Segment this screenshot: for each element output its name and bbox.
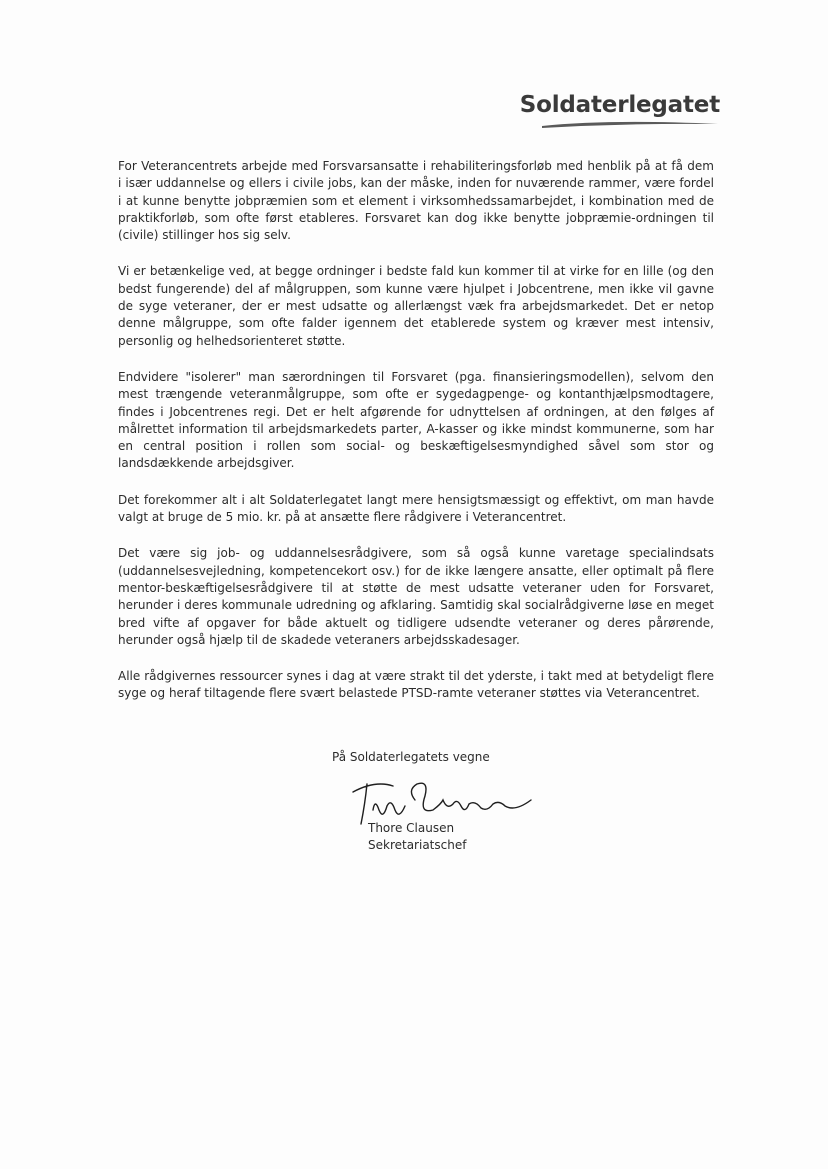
logo-swoosh-icon: [540, 117, 720, 131]
organization-logo: Soldaterlegatet: [519, 92, 720, 118]
paragraph-6: Alle rådgivernes ressourcer synes i dag at være strakt til det yderste, i takt med at betydeligt flere syge og heraf tiltagende flere svært belastede PTSD-ramte veteraner støttes via Veterancentret.: [118, 669, 714, 701]
paragraph-4: Det forekommer alt i alt Soldaterlegatet langt mere hensigtsmæssigt og effektivt, om man havde valgt at bruge de 5 mio. kr. på at ansætte flere rådgivere i Veterancentret.: [118, 492, 714, 525]
paragraph-5: Det være sig job- og uddannelsesrådgivere, som så også kunne varetage specialindsats (uddannelsesvejledning, kompetencekort osv.) for de ikke længere ansatte, eller optimalt på flere mentor-beskæftigelsesrådgivere til at støtte de mest udsatte veteraner uden for Forsvaret, herunder i deres kommunale udredning og afklaring. Samtidig skal socialrådgiverne løse en meget bred vifte af opgaver for både aktuelt og tidligere udsendte veteraner og deres pårørende, herunder også hjælp til de skadede veteraners arbejdsskadesager.: [118, 546, 714, 647]
paragraph-2: Vi er betænkelige ved, at begge ordninger i bedste fald kun kommer til at virke for en lille (og den bedst fungerende) del af målgruppen, som kunne være hjulpet i Jobcentrene, men ikke vil gavne de syge veteraner, der er mest udsatte og allerlængst væk fra arbejdsmarkedet. Det er netop denne målgruppe, som ofte falder igennem det etablerede system og kræver mest intensiv, personlig og helhedsorienteret støtte.: [118, 264, 714, 348]
on-behalf-line: På Soldaterlegatets vegne: [332, 750, 490, 764]
paragraph-1: For Veterancentrets arbejde med Forsvarsansatte i rehabiliteringsforløb med henblik på at få dem i især uddannelse og ellers i civile jobs, kan der måske, inden for nuværende rammer, være fordel i at kunne benytte jobpræmien som et element i virksomhedssamarbejdet, i kombination med de praktikforløb, som ofte først etableres. Forsvaret kan dog ikke benytte jobpræmie-ordningen til (civile) stillinger hos sig selv.: [118, 159, 714, 243]
signer-block: [368, 820, 466, 854]
closing-block: [332, 750, 572, 764]
signer-title: Sekretariatschef: [368, 838, 467, 852]
letter-body: [118, 158, 714, 722]
signer-name: Thore Clausen: [368, 821, 455, 835]
paragraph-3: Endvidere "isolerer" man særordningen til Forsvaret (pga. finansieringsmodellen), selvom den mest trængende veteranmålgruppe, som ofte er sygedagpenge- og kontanthjælpsmodtagere, findes i Jobcentrenes regi. Det er helt afgørende for udnyttelsen af ordningen, at den følges af målrettet information til arbejdsmarkedets parter, A-kasser og ikke mindst kommunerne, som har en central position i rollen som social- og beskæftigelsesmyndighed såvel som stor og landsdækkende arbejdsgiver.: [118, 369, 714, 471]
